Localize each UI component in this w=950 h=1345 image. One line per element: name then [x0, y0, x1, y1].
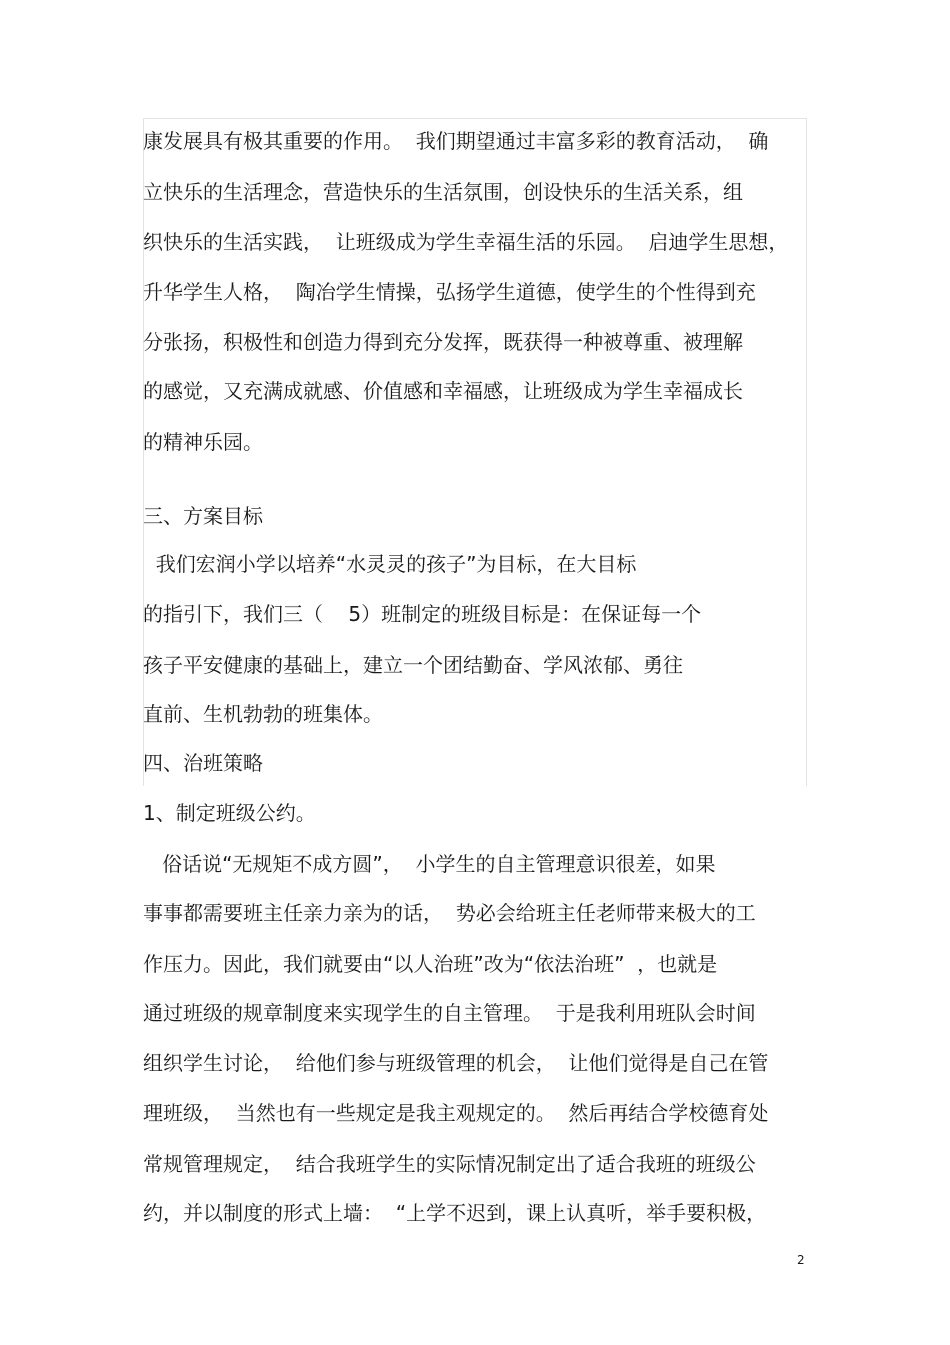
- frame-right-border: [806, 118, 807, 786]
- text-line: 立快乐的生活理念，营造快乐的生活氛围，创设快乐的生活关系，组: [143, 180, 743, 204]
- text-line: 理班级， 当然也有一些规定是我主观规定的。 然后再结合学校德育处: [143, 1101, 769, 1125]
- text-line: 孩子平安健康的基础上，建立一个团结勤奋、学风浓郁、勇往: [143, 653, 683, 677]
- text-line: 俗话说“无规矩不成方圆”， 小学生的自主管理意识很差，如果: [143, 852, 716, 876]
- section-heading: 四、治班策略: [143, 751, 263, 775]
- text-line: 约，并以制度的形式上墙： “上学不迟到，课上认真听，举手要积极，: [143, 1201, 767, 1225]
- section-heading: 三、方案目标: [143, 504, 263, 528]
- page-number: 2: [797, 1253, 805, 1267]
- text-line: 事事都需要班主任亲力亲为的话， 势必会给班主任老师带来极大的工: [143, 901, 756, 925]
- text-line: 的精神乐园。: [143, 430, 263, 454]
- text-line: 分张扬，积极性和创造力得到充分发挥，既获得一种被尊重、被理解: [143, 330, 743, 354]
- text-line: 常规管理规定， 结合我班学生的实际情况制定出了适合我班的班级公: [143, 1152, 756, 1176]
- text-line: 我们宏润小学以培养“水灵灵的孩子”为目标，在大目标: [143, 552, 637, 576]
- text-line: 的感觉，又充满成就感、价值感和幸福感，让班级成为学生幸福成长: [143, 379, 743, 403]
- text-line: 的指引下，我们三（ 5）班制定的班级目标是：在保证每一个: [143, 602, 702, 626]
- text-line: 康发展具有极其重要的作用。 我们期望通过丰富多彩的教育活动， 确: [143, 129, 769, 153]
- text-line: 通过班级的规章制度来实现学生的自主管理。 于是我利用班队会时间: [143, 1001, 756, 1025]
- text-line: 升华学生人格， 陶冶学生情操，弘扬学生道德，使学生的个性得到充: [143, 280, 756, 304]
- text-line: 作压力。因此，我们就要由“以人治班”改为“依法治班” ，也就是: [143, 952, 718, 976]
- text-line: 直前、生机勃勃的班集体。: [143, 702, 383, 726]
- subsection-heading: 1、制定班级公约。: [143, 801, 316, 825]
- text-line: 组织学生讨论， 给他们参与班级管理的机会， 让他们觉得是自己在管: [143, 1051, 769, 1075]
- frame-top-border: [143, 118, 807, 119]
- text-line: 织快乐的生活实践， 让班级成为学生幸福生活的乐园。 启迪学生思想，: [143, 230, 789, 254]
